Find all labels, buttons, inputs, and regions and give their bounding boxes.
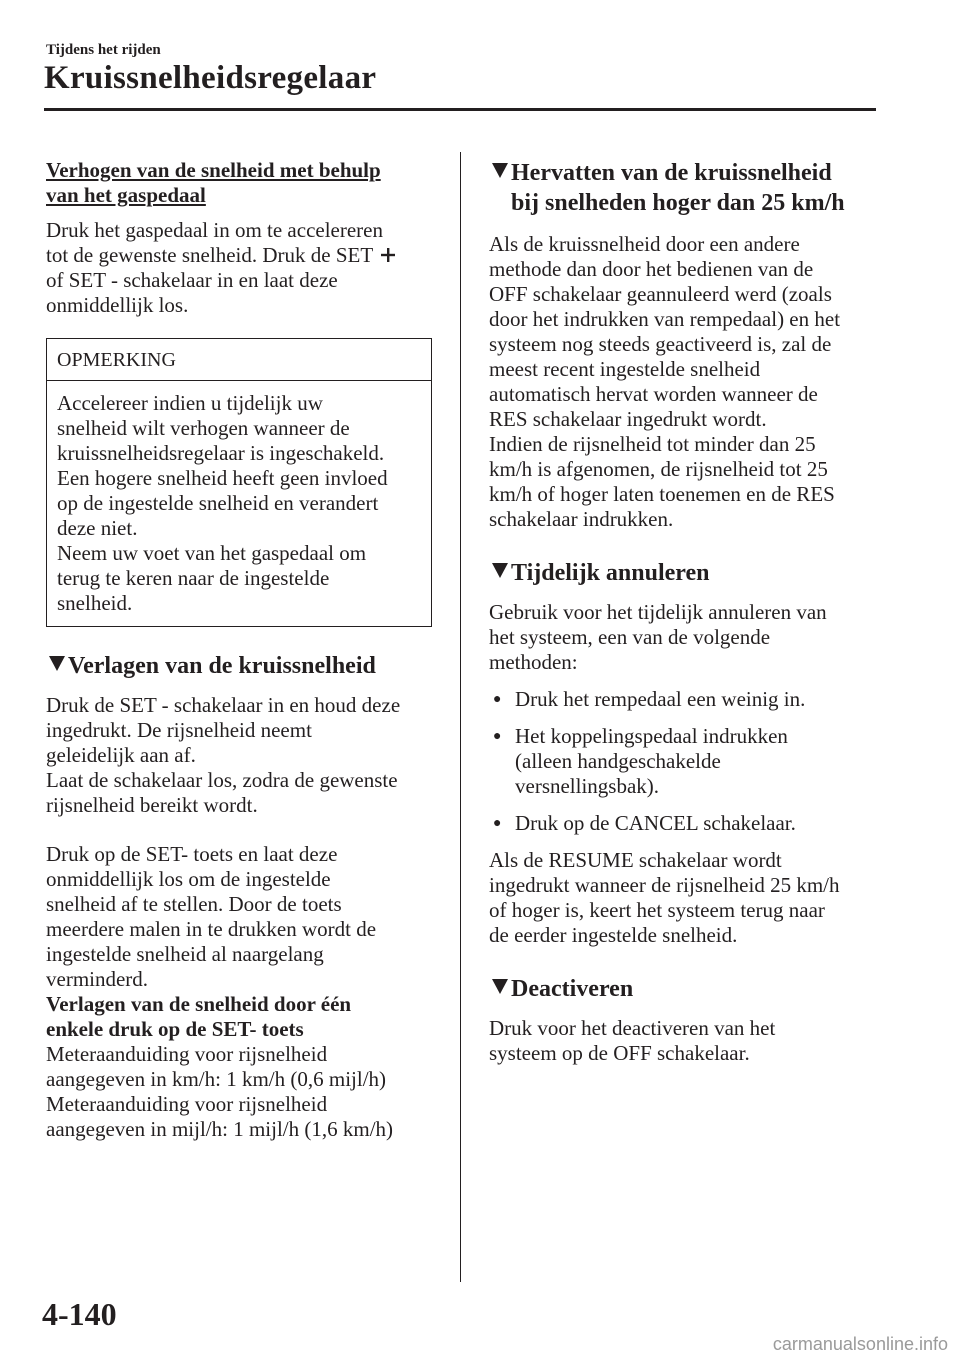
text-line: Als de RESUME schakelaar wordt bbox=[489, 848, 782, 872]
text-line: aangegeven in mijl/h: 1 mijl/h (1,6 km/h) bbox=[46, 1117, 394, 1141]
cancel-method-list bbox=[489, 687, 889, 836]
text-line: ingestelde snelheid al naargelang bbox=[46, 942, 324, 966]
note-heading: OPMERKING bbox=[47, 339, 431, 381]
text-line: of SET - schakelaar in en laat deze bbox=[46, 268, 338, 292]
sub-heading-accelerate bbox=[46, 158, 434, 208]
text-line: snelheid af te stellen. Door de toets bbox=[46, 892, 342, 916]
text-line: Druk op de SET- toets en laat deze bbox=[46, 842, 338, 866]
list-item bbox=[489, 724, 889, 799]
note-box bbox=[46, 338, 432, 627]
decrease-paragraph-1 bbox=[46, 693, 434, 818]
column-divider bbox=[460, 152, 461, 1282]
section-heading-decrease bbox=[46, 651, 434, 681]
meter-indication bbox=[46, 1042, 434, 1142]
section-heading-text: Deactiveren bbox=[511, 976, 634, 1002]
bullet-icon: ● bbox=[493, 692, 502, 707]
decrease-paragraph-2 bbox=[46, 842, 434, 992]
text-line: RES schakelaar ingedrukt wordt. bbox=[489, 407, 767, 431]
header-rule bbox=[44, 108, 876, 111]
note-line: snelheid wilt verhogen wanneer de bbox=[57, 416, 350, 440]
text-line: onmiddellijk los. bbox=[46, 293, 189, 317]
text-line: onmiddellijk los om de ingestelde bbox=[46, 867, 331, 891]
cancel-intro bbox=[489, 600, 889, 675]
text-line: ingedrukt wanneer de rijsnelheid 25 km/h bbox=[489, 873, 840, 897]
list-item-text: (alleen handgeschakelde bbox=[515, 749, 721, 773]
text-line-segment: tot de gewenste snelheid. Druk de SET bbox=[46, 243, 373, 267]
section-label: Tijdens het rijden bbox=[46, 42, 161, 58]
text-line: of hoger is, keert het systeem terug naar bbox=[489, 898, 825, 922]
text-line: ingedrukt. De rijsnelheid neemt bbox=[46, 718, 312, 742]
bold-line: Verlagen van de snelheid door één bbox=[46, 992, 352, 1016]
text-line: automatisch hervat worden wanneer de bbox=[489, 382, 818, 406]
sub-heading-line: Verhogen van de snelheid met behulp bbox=[46, 158, 381, 182]
heading-line: Hervatten van de kruissnelheid bbox=[511, 160, 832, 186]
text-line: Meteraanduiding voor rijsnelheid bbox=[46, 1042, 328, 1066]
text-line: Druk voor het deactiveren van het bbox=[489, 1016, 776, 1040]
text-line: methode dan door het bedienen van de bbox=[489, 257, 814, 281]
heading-line: bij snelheden hoger dan 25 km/h bbox=[511, 190, 845, 216]
page-title: Kruissnelheidsregelaar bbox=[44, 60, 377, 96]
triangle-down-icon bbox=[489, 977, 511, 995]
text-line bbox=[46, 243, 434, 268]
text-line: meest recent ingestelde snelheid bbox=[489, 357, 761, 381]
section-heading-text: Tijdelijk annuleren bbox=[511, 560, 710, 586]
note-line: kruissnelheidsregelaar is ingeschakeld. bbox=[57, 441, 385, 465]
text-line: Gebruik voor het tijdelijk annuleren van bbox=[489, 600, 827, 624]
list-item-text: Druk het rempedaal een weinig in. bbox=[515, 687, 806, 711]
text-line: systeem op de OFF schakelaar. bbox=[489, 1041, 750, 1065]
right-column bbox=[489, 158, 889, 1066]
note-body bbox=[47, 381, 431, 626]
text-line: OFF schakelaar geannuleerd werd (zoals bbox=[489, 282, 832, 306]
note-line: terug te keren naar de ingestelde bbox=[57, 566, 330, 590]
text-line: methoden: bbox=[489, 650, 578, 674]
section-heading-cancel bbox=[489, 558, 889, 588]
deactivate-paragraph bbox=[489, 1016, 889, 1066]
section-heading-resume bbox=[489, 158, 889, 218]
left-column bbox=[46, 158, 434, 1142]
resume-paragraph bbox=[489, 232, 889, 532]
single-press-heading bbox=[46, 992, 434, 1042]
section-heading-text: Verlagen van de kruissnelheid bbox=[68, 653, 376, 679]
text-line: meerdere malen in te drukken wordt de bbox=[46, 917, 377, 941]
section-heading-deactivate bbox=[489, 974, 889, 1004]
text-line: Laat de schakelaar los, zodra de gewenste bbox=[46, 768, 398, 792]
text-line: de eerder ingestelde snelheid. bbox=[489, 923, 738, 947]
text-line: Druk het gaspedaal in om te accelereren bbox=[46, 218, 383, 242]
text-line: aangegeven in km/h: 1 km/h (0,6 mijl/h) bbox=[46, 1067, 387, 1091]
text-line: geleidelijk aan af. bbox=[46, 743, 196, 767]
text-line: door het indrukken van rempedaal) en het bbox=[489, 307, 841, 331]
page-number: 4-140 bbox=[42, 1296, 117, 1332]
note-line: Neem uw voet van het gaspedaal om bbox=[57, 541, 367, 565]
note-line: Een hogere snelheid heeft geen invloed bbox=[57, 466, 388, 490]
note-line: snelheid. bbox=[57, 591, 133, 615]
triangle-down-icon bbox=[46, 654, 68, 672]
sub-heading-line: van het gaspedaal bbox=[46, 183, 206, 207]
text-line: Meteraanduiding voor rijsnelheid bbox=[46, 1092, 328, 1116]
text-line: km/h of hoger laten toenemen en de RES bbox=[489, 482, 835, 506]
text-line: Als de kruissnelheid door een andere bbox=[489, 232, 800, 256]
resume-after-cancel bbox=[489, 848, 889, 948]
text-line: systeem nog steeds geactiveerd is, zal de bbox=[489, 332, 832, 356]
section-heading-text bbox=[511, 158, 845, 218]
text-line: schakelaar indrukken. bbox=[489, 507, 674, 531]
text-line: rijsnelheid bereikt wordt. bbox=[46, 793, 258, 817]
text-line: Druk de SET - schakelaar in en houd deze bbox=[46, 693, 401, 717]
intro-paragraph bbox=[46, 218, 434, 318]
list-item bbox=[489, 811, 889, 836]
list-item-text: Het koppelingspedaal indrukken bbox=[515, 724, 788, 748]
text-line: het systeem, een van de volgende bbox=[489, 625, 771, 649]
watermark-site: carmanualsonline.info bbox=[772, 1334, 948, 1354]
plus-icon bbox=[381, 248, 395, 262]
list-item bbox=[489, 687, 889, 712]
text-line: verminderd. bbox=[46, 967, 149, 991]
triangle-down-icon bbox=[489, 161, 511, 179]
note-line: deze niet. bbox=[57, 516, 138, 540]
text-line: km/h is afgenomen, de rijsnelheid tot 25 bbox=[489, 457, 828, 481]
bullet-icon: ● bbox=[493, 729, 502, 744]
list-item-text: Druk op de CANCEL schakelaar. bbox=[515, 811, 796, 835]
text-line: Indien de rijsnelheid tot minder dan 25 bbox=[489, 432, 816, 456]
triangle-down-icon bbox=[489, 561, 511, 579]
list-item-text: versnellingsbak). bbox=[515, 774, 660, 798]
note-line: Accelereer indien u tijdelijk uw bbox=[57, 391, 323, 415]
note-line: op de ingestelde snelheid en verandert bbox=[57, 491, 379, 515]
bold-line: enkele druk op de SET- toets bbox=[46, 1017, 304, 1041]
bullet-icon: ● bbox=[493, 816, 502, 831]
